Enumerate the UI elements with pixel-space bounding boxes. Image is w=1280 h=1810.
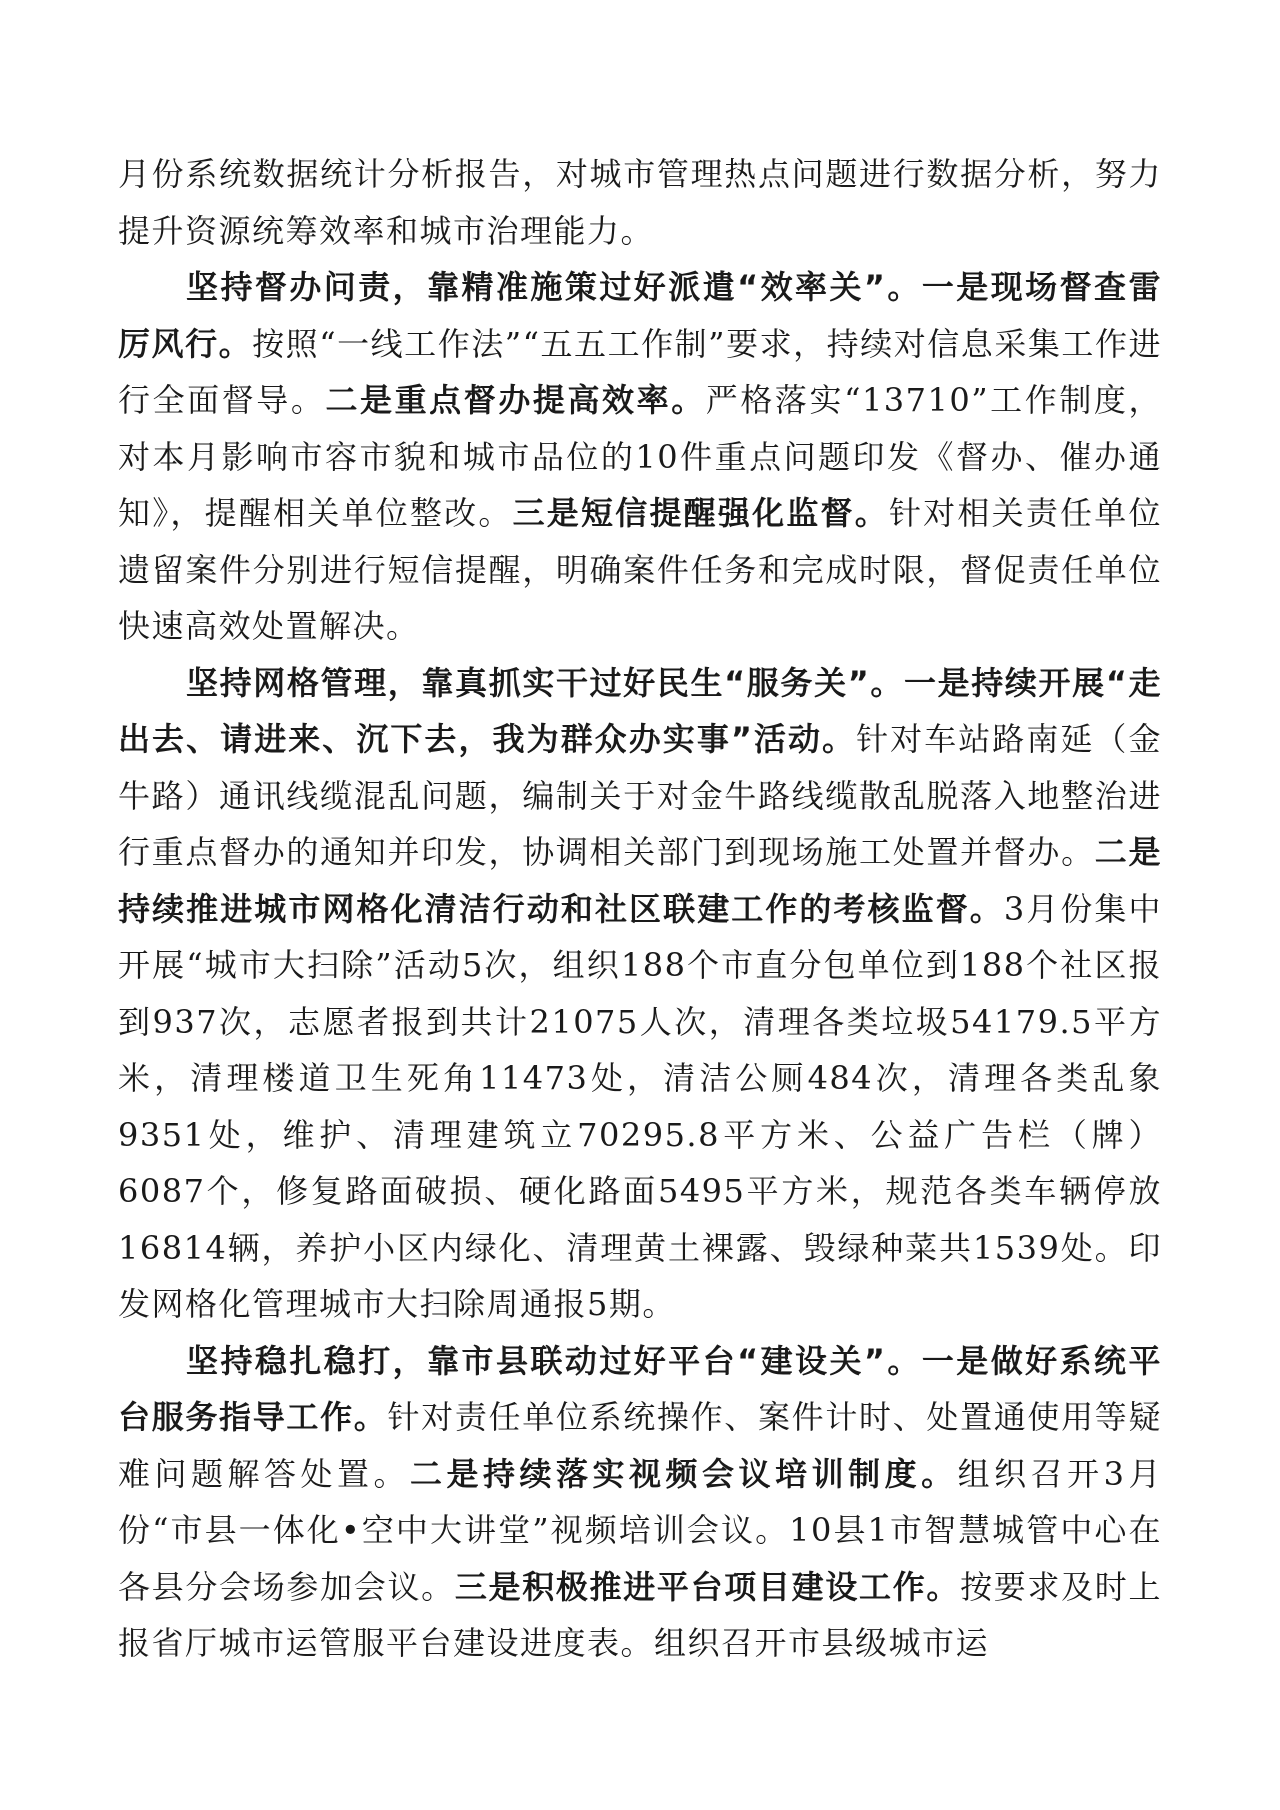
paragraph-heading: 坚持稳扎稳打，靠市县联动过好平台“建设关”。	[186, 1341, 922, 1380]
point-heading: 三是积极推进平台项目建设工作。	[454, 1567, 961, 1606]
body-text: 3月份集中开展“城市大扫除”活动5次，组织188个市直分包单位到188个社区报到937次，志愿者报到共计21075人次，清理各类垃圾54179.5平方米，清理楼道卫生死角11473处，清洁公厕484次，清理各类乱象9351处，维护、清理建筑立70295.8平方米、公益广告栏（牌）6087个，修复路面破损、硬化路面5495平方米，规范各类车辆停放16814辆，养护小区内绿化、清理黄土裸露、毁绿种菜共1539处。印发网格化管理城市大扫除周通报5期。	[118, 889, 1162, 1323]
body-text: 按要求及时上报省厅城市运管服平台建设进度表。组织召开市县级城市运	[118, 1567, 1162, 1662]
point-heading: 二是持续落实视频会议培训制度。	[410, 1454, 958, 1493]
point-heading: 一是做好系统平台服务指导工作。	[118, 1341, 1162, 1436]
body-text: 按照“一线工作法”“五五工作制”要求，持续对信息采集工作进行全面督导。	[118, 324, 1162, 419]
point-heading: 三是短信提醒强化监督。	[512, 494, 889, 532]
body-text: 针对车站路南延（金牛路）通讯线缆混乱问题，编制关于对金牛路线缆散乱脱落入地整治进行重点督办的通知并印发，协调相关部门到现场施工处置并督办。	[118, 720, 1162, 871]
body-text: 针对责任单位系统操作、案件计时、处置通使用等疑难问题解答处置。	[118, 1398, 1162, 1493]
paragraph-grid-management	[118, 655, 1162, 1333]
paragraph-continuation	[118, 146, 1162, 259]
point-heading: 二是持续推进城市网格化清洁行动和社区联建工作的考核监督。	[118, 833, 1162, 928]
paragraph-heading: 坚持网格管理，靠真抓实干过好民生“服务关”。	[186, 663, 905, 702]
point-heading: 一是现场督查雷厉风行。	[118, 268, 1162, 363]
paragraph-platform-construction	[118, 1333, 1162, 1672]
paragraph-supervision	[118, 259, 1162, 655]
body-text: 月份系统数据统计分析报告，对城市管理热点问题进行数据分析，努力提升资源统筹效率和城市治理能力。	[118, 155, 1162, 250]
document-page	[118, 146, 1162, 1672]
point-heading: 一是持续开展“走出去、请进来、沉下去，我为群众办实事”活动。	[118, 663, 1162, 758]
point-heading: 二是重点督办提高效率。	[325, 381, 706, 419]
body-text: 组织召开3月份“市县一体化•空中大讲堂”视频培训会议。10县1市智慧城管中心在各县分会场参加会议。	[118, 1454, 1162, 1606]
paragraph-heading: 坚持督办问责，靠精准施策过好派遣“效率关”。	[186, 268, 922, 306]
body-text: 严格落实“13710”工作制度，对本月影响市容市貌和城市品位的10件重点问题印发《督办、催办通知》，提醒相关单位整改。	[118, 381, 1162, 532]
body-text: 针对相关责任单位遗留案件分别进行短信提醒，明确案件任务和完成时限，督促责任单位快速高效处置解决。	[118, 494, 1162, 645]
